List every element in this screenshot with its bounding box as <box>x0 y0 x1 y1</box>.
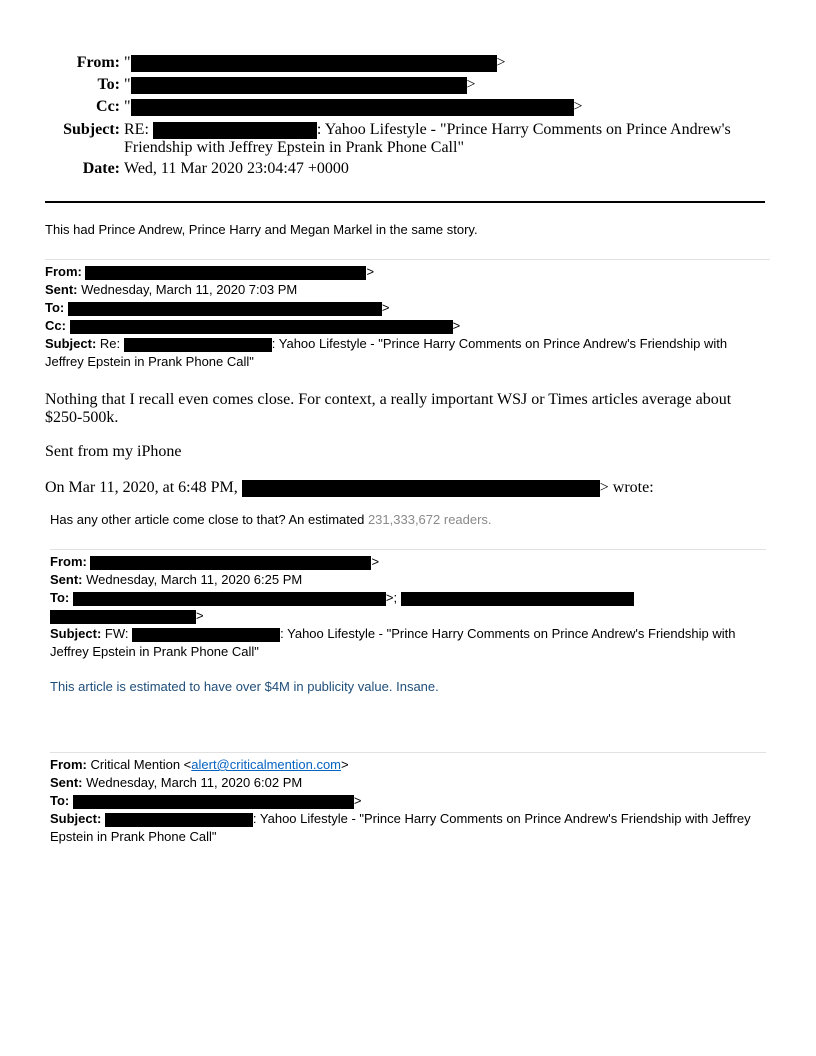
msg3-to-row <box>50 792 361 810</box>
msg1-to-row <box>45 299 389 317</box>
msg1-subject-line2: Jeffrey Epstein in Prank Phone Call" <box>45 354 254 369</box>
msg1-from-label: From: <box>45 264 82 279</box>
redaction-block <box>131 99 574 116</box>
msg3-subject-line2: Epstein in Prank Phone Call" <box>50 829 217 844</box>
header-subject-row <box>0 121 816 157</box>
header-date-row <box>0 160 816 178</box>
msg2-subject-line2: Jeffrey Epstein in Prank Phone Call" <box>50 644 259 659</box>
msg3-from-row <box>50 756 349 774</box>
readers-count: 231,333,672 readers. <box>367 512 492 527</box>
msg1-cc-row <box>45 317 460 335</box>
redaction-block <box>153 122 317 139</box>
msg1-quote-prefix: On Mar 11, 2020, at 6:48 PM, <box>45 479 238 496</box>
redaction-block <box>50 610 196 624</box>
header-cc-label: Cc: <box>96 98 120 115</box>
redaction-block <box>124 338 272 352</box>
sender-email-link[interactable]: alert@criticalmention.com <box>191 757 342 772</box>
msg3-sent-label: Sent: <box>50 775 83 790</box>
msg1-body-line2: $250-500k. <box>45 409 119 426</box>
msg1-from-row <box>45 263 374 281</box>
msg2-sent-value: Wednesday, March 11, 2020 6:25 PM <box>86 572 303 587</box>
redaction-block <box>242 480 600 497</box>
intro-message: This had Prince Andrew, Prince Harry and Megan Markel in the same story. <box>45 222 478 237</box>
msg1-body-line1: Nothing that I recall even comes close. For context, a really important WSJ or Times articles average about <box>45 391 732 408</box>
msg2-to-label: To: <box>50 590 70 605</box>
msg1-sent-value: Wednesday, March 11, 2020 7:03 PM <box>81 282 298 297</box>
header-cc-suffix: > <box>573 98 583 115</box>
msg1-cc-label: Cc: <box>45 318 66 333</box>
header-to-row <box>0 76 816 94</box>
msg2-to-row <box>50 589 634 607</box>
msg1-to-label: To: <box>45 300 65 315</box>
msg2-from-suffix: > <box>371 554 380 569</box>
redaction-block <box>73 795 354 809</box>
msg1-subject-prefix: Re: <box>99 336 121 351</box>
msg2-from-row <box>50 553 379 571</box>
msg3-from-label: From: <box>50 757 87 772</box>
msg1-quote-line <box>45 478 654 497</box>
header-from-row <box>0 54 816 72</box>
msg1-subject-line1: : Yahoo Lifestyle - "Prince Harry Comments on Prince Andrew's Friendship with <box>271 336 728 351</box>
redaction-block <box>401 592 634 606</box>
msg2-to-suffix: > <box>196 608 204 623</box>
msg3-to-label: To: <box>50 793 70 808</box>
header-from-prefix: " <box>124 54 131 71</box>
msg2-sent-row <box>50 571 302 589</box>
header-to-suffix: > <box>466 76 476 93</box>
msg2-body: This article is estimated to have over $4M in publicity value. Insane. <box>50 679 439 694</box>
msg2-subject-prefix: FW: <box>104 626 129 641</box>
msg1-sent-row <box>45 281 297 299</box>
msg3-from-name: Critical Mention < <box>90 757 192 772</box>
msg2-sent-label: Sent: <box>50 572 83 587</box>
msg2-from-label: From: <box>50 554 87 569</box>
redaction-block <box>132 628 280 642</box>
header-subject-label: Subject: <box>63 121 120 138</box>
msg3-sent-row <box>50 774 302 792</box>
msg1-signature: Sent from my iPhone <box>45 443 182 460</box>
header-cc-row <box>0 98 816 116</box>
msg2-subject-line1: : Yahoo Lifestyle - "Prince Harry Comments on Prince Andrew's Friendship with <box>280 626 736 641</box>
redaction-block <box>105 813 253 827</box>
msg3-subject-label: Subject: <box>50 811 102 826</box>
msg1-to-suffix: > <box>381 300 390 315</box>
header-to-label: To: <box>97 76 120 93</box>
message-divider <box>45 259 770 260</box>
redaction-block <box>131 55 497 72</box>
header-divider <box>45 201 765 203</box>
header-subject-line1: : Yahoo Lifestyle - "Prince Harry Comments on Prince Andrew's <box>316 121 731 138</box>
msg1-sent-label: Sent: <box>45 282 78 297</box>
header-date-value: Wed, 11 Mar 2020 23:04:47 +0000 <box>124 160 349 177</box>
header-date-label: Date: <box>82 160 120 177</box>
redaction-block <box>70 320 453 334</box>
msg1-from-suffix: > <box>366 264 375 279</box>
header-subject-prefix: RE: <box>124 121 149 138</box>
msg3-sent-value: Wednesday, March 11, 2020 6:02 PM <box>86 775 303 790</box>
msg1-subject-row <box>45 335 727 353</box>
msg1-quote-suffix: > wrote: <box>599 479 654 496</box>
header-to-prefix: " <box>124 76 131 93</box>
msg3-from-close: > <box>341 757 349 772</box>
msg3-subject-line1: : Yahoo Lifestyle - "Prince Harry Comments on Prince Andrew's Friendship with Jeffrey <box>252 811 751 826</box>
msg1-subject-label: Subject: <box>45 336 97 351</box>
redaction-block <box>85 266 366 280</box>
redaction-block <box>90 556 371 570</box>
msg2-subject-row <box>50 625 735 643</box>
header-subject-line2: Friendship with Jeffrey Epstein in Prank Phone Call" <box>124 139 464 156</box>
msg2-to-separator: >; <box>385 590 398 605</box>
redaction-block <box>73 592 386 606</box>
header-cc-prefix: " <box>124 98 131 115</box>
redaction-block <box>131 77 467 94</box>
msg2-to-row-2 <box>50 607 204 625</box>
msg3-to-suffix: > <box>353 793 362 808</box>
message-divider <box>50 549 766 550</box>
quoted-question-text: Has any other article come close to that? An estimated <box>50 512 368 527</box>
header-from-suffix: > <box>496 54 506 71</box>
header-from-label: From: <box>76 54 120 71</box>
msg3-subject-row <box>50 810 751 828</box>
msg2-subject-label: Subject: <box>50 626 102 641</box>
quoted-question <box>50 511 492 529</box>
msg1-cc-suffix: > <box>452 318 461 333</box>
redaction-block <box>68 302 382 316</box>
message-divider <box>50 752 766 753</box>
